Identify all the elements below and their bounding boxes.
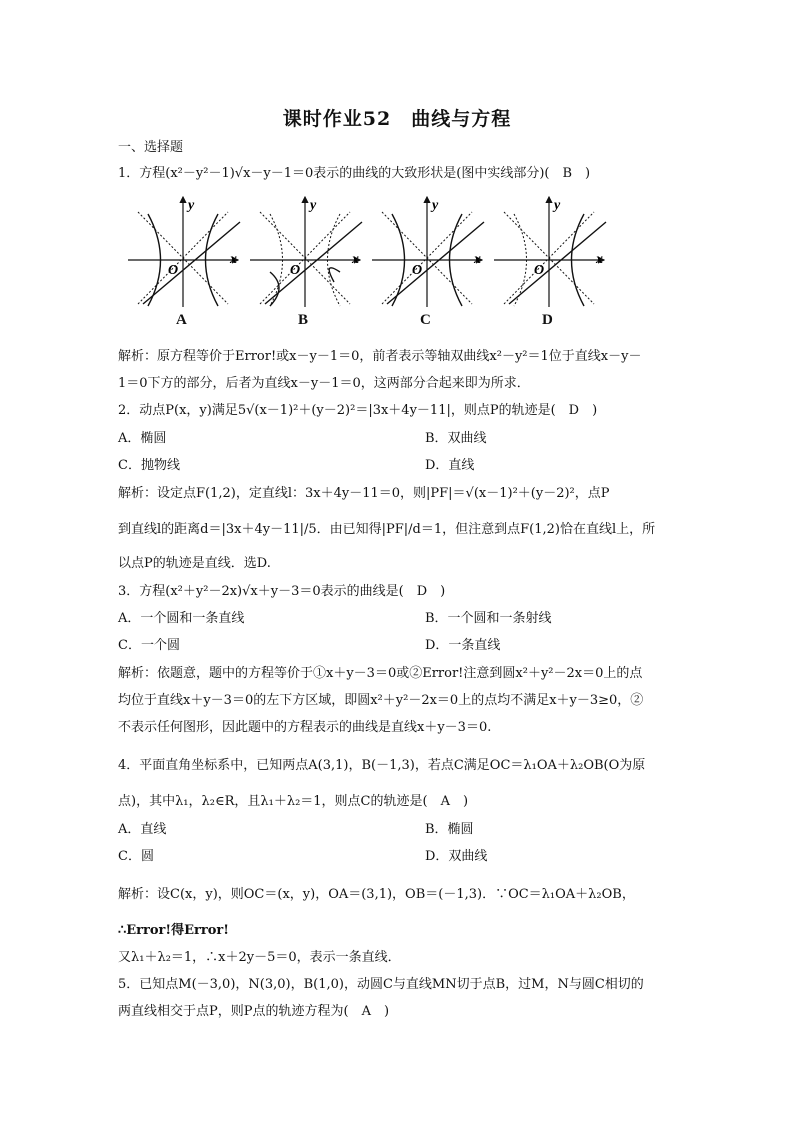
q2-stem: 2．动点P(x，y)满足5√(x－1)²＋(y－2)²＝|3x＋4y－11|，则点P的轨迹是( D ) bbox=[118, 403, 598, 418]
q4-stem-line1: 4．平面直角坐标系中，已知两点A(3,1)，B(－1,3)，若点C满足OC＝λ₁OA＋λ₂OB(O为原 bbox=[118, 758, 646, 773]
q2-analysis-line3: 以点P的轨迹是直线．选D. bbox=[118, 556, 271, 571]
q4-analysis-line3: 又λ₁＋λ₂＝1，∴x＋2y－5＝0，表示一条直线． bbox=[118, 950, 401, 965]
axis-y-label-c: y bbox=[432, 198, 439, 213]
q3-analysis-line3: 不表示任何图形，因此题中的方程表示的曲线是直线x＋y－3＝0. bbox=[118, 720, 492, 735]
section-heading: 一、选择题 bbox=[118, 140, 184, 155]
axis-y-label-d: y bbox=[554, 198, 561, 213]
origin-label-c: O bbox=[412, 263, 423, 278]
figure-label-a: A bbox=[176, 312, 187, 328]
q2-option-b: B．双曲线 bbox=[425, 431, 487, 446]
q4-option-c: C．圆 bbox=[118, 849, 154, 864]
q3-option-b: B．一个圆和一条射线 bbox=[425, 611, 552, 626]
q2-analysis-line2: 到直线l的距离d＝|3x＋4y－11|/5．由已知得|PF|/d＝1，但注意到点F(1,2)恰在直线l上，所 bbox=[118, 522, 656, 537]
origin-label-a: O bbox=[168, 263, 179, 278]
figure-b bbox=[250, 197, 362, 307]
q3-stem: 3．方程(x²＋y²－2x)√x＋y－3＝0表示的曲线是( D ) bbox=[118, 584, 446, 599]
q1-stem: 1．方程(x²－y²－1)√x－y－1＝0表示的曲线的大致形状是(图中实线部分)( B ) bbox=[118, 166, 591, 181]
figure-d bbox=[494, 197, 606, 307]
figure-label-b: B bbox=[298, 312, 309, 328]
q3-option-a: A．一个圆和一条直线 bbox=[118, 611, 245, 626]
q2-analysis-line1: 解析：设定点F(1,2)，定直线l：3x＋4y－11＝0，则|PF|＝√(x－1)²＋(y－2)²，点P bbox=[118, 486, 610, 501]
axis-y-label-a: y bbox=[188, 198, 195, 213]
q4-analysis-line2: ∴Error!得Error! bbox=[118, 923, 229, 938]
origin-label-d: O bbox=[534, 263, 545, 278]
figure-label-c: C bbox=[420, 312, 431, 328]
axis-x-label-d: x bbox=[596, 252, 603, 267]
axis-x-label-c: x bbox=[474, 252, 481, 267]
q5-stem-line2: 两直线相交于点P，则P点的轨迹方程为( A ) bbox=[118, 1004, 390, 1019]
q5-stem-line1: 5．已知点M(－3,0)，N(3,0)，B(1,0)，动圆C与直线MN切于点B，过M，N与圆C相切的 bbox=[118, 977, 644, 992]
q1-analysis-line1: 解析：原方程等价于Error!或x－y－1＝0，前者表示等轴双曲线x²－y²＝1位于直线x－y－ bbox=[118, 349, 642, 364]
q1-analysis-line2: 1＝0下方的部分，后者为直线x－y－1＝0，这两部分合起来即为所求． bbox=[118, 376, 530, 391]
axis-y-label-b: y bbox=[310, 198, 317, 213]
q4-option-b: B．椭圆 bbox=[425, 822, 474, 837]
q4-analysis-line1: 解析：设C(x，y)，则OC＝(x，y)，OA＝(3,1)，OB＝(－1,3)．∵OC＝λ₁OA＋λ₂OB， bbox=[118, 887, 635, 902]
q3-analysis-line2: 均位于直线x＋y－3＝0的左下方区域，即圆x²＋y²－2x＝0上的点均不满足x＋y－3≥0，② bbox=[118, 693, 644, 708]
figure-c bbox=[372, 197, 484, 307]
page-title: 课时作业52 曲线与方程 bbox=[282, 108, 512, 130]
q2-option-c: C．抛物线 bbox=[118, 458, 180, 473]
figure-label-d: D bbox=[542, 312, 553, 328]
q4-option-a: A．直线 bbox=[118, 822, 167, 837]
q3-option-d: D．一条直线 bbox=[425, 638, 501, 653]
q4-stem-line2: 点)，其中λ₁，λ₂∈R，且λ₁＋λ₂＝1，则点C的轨迹是( A ) bbox=[118, 794, 469, 809]
q2-option-a: A．椭圆 bbox=[118, 431, 167, 446]
q1-figures bbox=[118, 192, 608, 332]
q1-figure-svg bbox=[118, 192, 608, 312]
q3-option-c: C．一个圆 bbox=[118, 638, 180, 653]
q4-option-d: D．双曲线 bbox=[425, 849, 488, 864]
axis-x-label-a: x bbox=[230, 252, 237, 267]
origin-label-b: O bbox=[290, 263, 301, 278]
q3-analysis-line1: 解析：依题意，题中的方程等价于①x＋y－3＝0或②Error!注意到圆x²＋y²－2x＝0上的点 bbox=[118, 666, 643, 681]
axis-x-label-b: x bbox=[352, 252, 359, 267]
figure-a bbox=[128, 197, 240, 307]
q2-option-d: D．直线 bbox=[425, 458, 475, 473]
